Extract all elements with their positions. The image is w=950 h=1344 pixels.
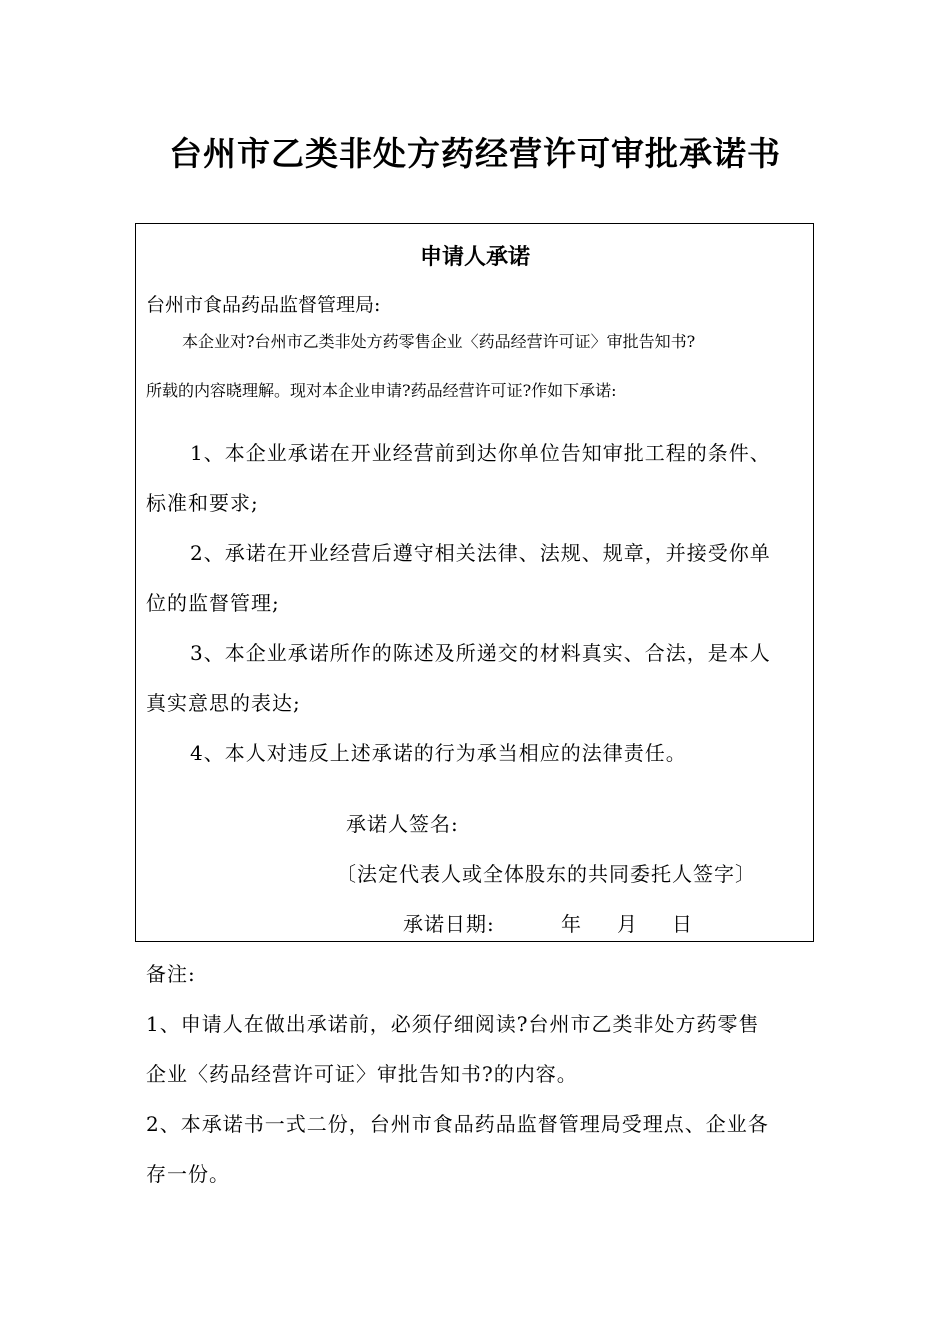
note-2-line-2: 存一份。 xyxy=(146,1162,230,1186)
item-2-line-1: 2、承诺在开业经营后遵守相关法律、法规、规章，并接受你单 xyxy=(190,541,771,565)
item-1-line-2: 标准和要求; xyxy=(146,491,259,515)
notes-heading: 备注: xyxy=(146,962,196,986)
note-1-line-1: 1、申请人在做出承诺前，必须仔细阅读?台州市乙类非处方药零售 xyxy=(146,1012,760,1036)
signature-label: 承诺人签名: xyxy=(346,812,459,836)
item-1-line-1: 1、本企业承诺在开业经营前到达你单位告知审批工程的条件、 xyxy=(190,441,771,465)
date-day: 日 xyxy=(672,912,693,936)
item-3-line-1: 3、本企业承诺所作的陈述及所递交的材料真实、合法，是本人 xyxy=(190,641,771,665)
signature-note: 〔法定代表人或全体股东的共同委托人签字〕 xyxy=(336,862,756,886)
note-1-line-2: 企业〈药品经营许可证〉审批告知书?的内容。 xyxy=(146,1062,578,1086)
note-2-line-1: 2、本承诺书一式二份，台州市食品药品监督管理局受理点、企业各 xyxy=(146,1112,769,1136)
date-year: 年 xyxy=(561,912,582,936)
item-2-line-2: 位的监督管理; xyxy=(146,591,280,615)
date-label: 承诺日期: xyxy=(403,912,495,936)
date-month: 月 xyxy=(617,912,638,936)
document-title: 台州市乙类非处方药经营许可审批承诺书 xyxy=(169,134,781,173)
addressee: 台州市食品药品监督管理局: xyxy=(146,294,381,316)
item-3-line-2: 真实意思的表达; xyxy=(146,691,301,715)
section-title: 申请人承诺 xyxy=(419,245,530,270)
intro-line-1: 本企业对?台州市乙类非处方药零售企业〈药品经营许可证〉审批告知书? xyxy=(182,332,696,351)
item-4: 4、本人对违反上述承诺的行为承当相应的法律责任。 xyxy=(190,741,687,765)
intro-line-2: 所载的内容晓理解。现对本企业申请?药品经营许可证?作如下承诺: xyxy=(146,381,617,400)
